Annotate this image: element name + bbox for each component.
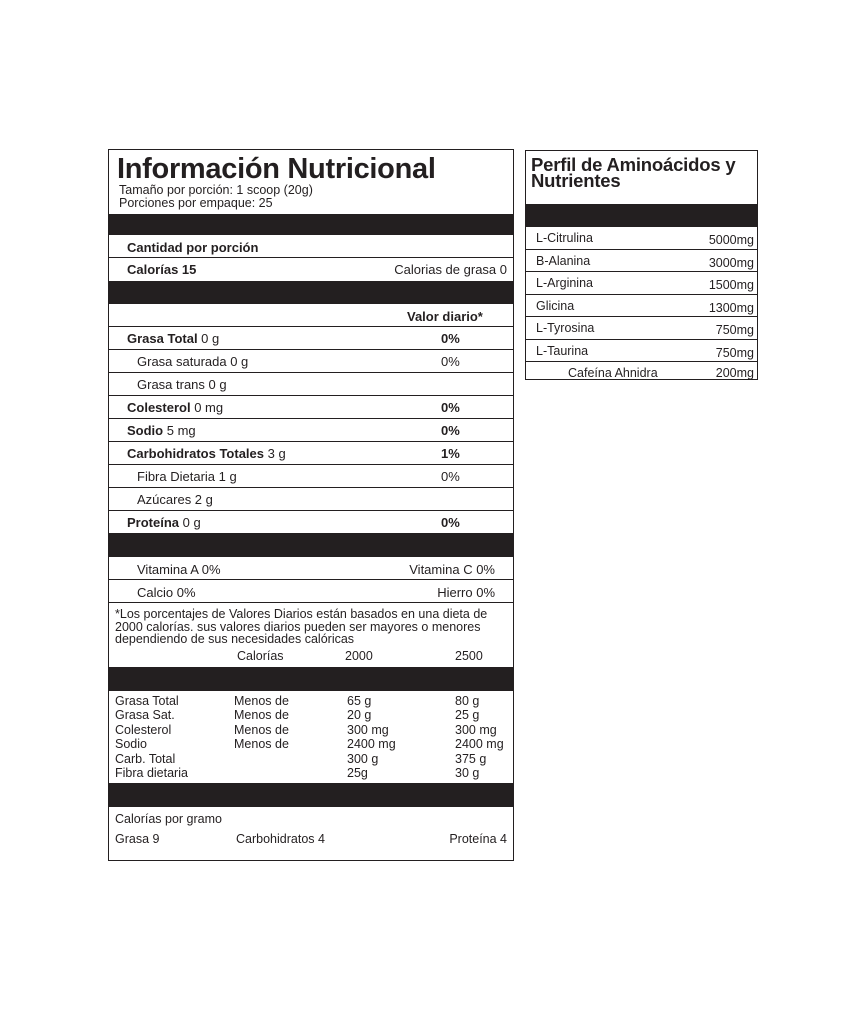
nutrient-name: Azúcares 2 g [137,492,213,507]
vitamin-left: Vitamina A 0% [137,562,221,577]
nutrient-amount: 3 g [264,446,286,461]
nutrient-row [109,350,513,373]
ref-header-calories: Calorías [237,648,284,663]
ref-cell-nutrient: Grasa Total [115,693,179,708]
servings-per-container: Porciones por empaque: 25 [119,196,273,210]
nutrient-label [127,400,223,415]
ref-cell-qual: Menos de [234,737,289,751]
ref-header-2000: 2000 [345,648,373,663]
nutrient-label [127,515,201,530]
amino-value: 3000mg [708,255,754,270]
divider-bar [109,534,513,557]
nutrient-name: Sodio [127,423,164,438]
ref-cell-v2500: 30 g [455,766,480,780]
nutrient-name: Grasa saturada 0 g [137,354,249,369]
nutrient-label [137,469,237,484]
amino-title: Perfil de Aminoácidos y Nutrientes [531,154,736,191]
nutrient-amount: 0 mg [190,400,224,415]
nutrient-label [137,492,213,507]
nutrient-name: Colesterol [127,400,191,415]
nutrient-amount: 0 g [179,515,201,530]
amino-name: Cafeína Ahnidra [568,366,658,380]
amino-value: 750mg [715,323,754,337]
amino-profile-panel [525,150,758,380]
amino-name: L-Arginina [536,276,593,290]
amino-row [526,295,757,318]
nutrient-name: Fibra Dietaria 1 g [137,469,237,484]
ref-cell-v2500: 25 g [455,708,480,722]
nutrient-row [109,488,513,511]
nutrient-name: Grasa trans 0 g [137,377,227,392]
vitamin-left: Calcio 0% [137,585,196,600]
ref-cell-v2000: 20 g [347,708,372,722]
ref-cell-v2500: 80 g [455,693,480,708]
nutrient-daily-value: 0% [441,515,460,530]
nutrient-daily-value: 0% [441,331,460,346]
amino-row [526,340,757,363]
divider-bar [526,204,757,227]
ref-cell-nutrient: Carb. Total [115,751,176,766]
divider-bar [109,783,513,807]
nutrient-daily-value: 0% [441,469,460,484]
nutrient-daily-value: 0% [441,423,460,438]
amino-value: 1300mg [708,300,754,315]
nutrient-name: Grasa Total [127,331,198,346]
amino-row [526,250,757,273]
nutrient-label [127,446,286,461]
reference-table [109,691,513,783]
ref-cell-nutrient: Colesterol [115,722,172,737]
nutrient-label [137,354,248,369]
amino-row [526,317,757,340]
vitamin-row [109,557,513,580]
nutrient-row [109,396,513,419]
amino-value: 5000mg [708,233,754,247]
amino-name: Glicina [536,298,575,313]
ref-header-2500: 2500 [455,648,483,663]
ref-cell-nutrient: Sodio [115,737,147,751]
daily-value-header: Valor diario* [407,309,483,324]
calories-row [109,258,513,281]
nutrient-row [109,373,513,396]
divider-bar [109,281,513,304]
nutrient-row [109,442,513,465]
amino-value: 1500mg [708,278,754,292]
calories-per-gram-row [109,807,513,827]
amino-name: L-Tyrosina [536,321,595,335]
ref-cell-nutrient: Fibra dietaria [115,766,188,780]
nutrient-row [109,511,513,534]
nutrient-list [109,327,513,534]
per-gram-row [109,827,513,849]
vitamin-right: Hierro 0% [437,585,495,600]
daily-value-footnote: *Los porcentajes de Valores Diarios están basados en una dieta de 2000 calorías. sus valores diarios pueden ser mayores o menores dependiendo de sus necesidades calóricas [115,607,488,646]
nutrient-daily-value: 1% [441,446,460,461]
calories-label: Calorías 15 [127,262,197,277]
ref-cell-v2500: 375 g [455,751,487,766]
amount-per-serving: Cantidad por porción [127,240,259,255]
ref-cell-v2000: 2400 mg [347,737,396,751]
per-gram-protein: Proteína 4 [449,831,507,846]
ref-cell-nutrient: Grasa Sat. [115,708,175,722]
amount-per-serving-row [109,235,513,258]
per-gram-carbs: Carbohidratos 4 [236,831,325,846]
amino-row [526,272,757,295]
nutrition-title: Información Nutricional [117,153,436,185]
amino-row [526,227,757,250]
nutrient-label [127,423,196,438]
ref-cell-v2000: 25g [347,766,368,780]
serving-size: Tamaño por porción: 1 scoop (20g) [119,183,313,197]
vitamin-right: Vitamina C 0% [409,562,495,577]
nutrient-row [109,327,513,350]
nutrient-name: Carbohidratos Totales [127,446,265,461]
amino-name: L-Taurina [536,343,589,358]
ref-cell-qual: Menos de [234,693,289,708]
vitamin-list [109,557,513,603]
amino-row [526,362,757,385]
calories-per-gram-label: Calorías por gramo [115,811,222,826]
nutrient-amount: 5 mg [163,423,196,438]
vitamin-row [109,580,513,603]
ref-cell-qual: Menos de [234,722,289,737]
divider-bar [109,667,513,691]
nutrient-daily-value: 0% [441,354,460,369]
daily-value-header-row [109,304,513,327]
ref-cell-v2500: 300 mg [455,722,497,737]
nutrient-name: Proteína [127,515,180,530]
nutrient-row [109,419,513,442]
divider-bar [109,214,513,235]
amino-list [526,227,757,385]
ref-cell-v2000: 300 mg [347,722,389,737]
nutrient-row [109,465,513,488]
amino-name: B-Alanina [536,253,591,268]
reference-header [109,646,513,667]
ref-cell-qual: Menos de [234,708,289,722]
nutrient-label [127,331,219,346]
nutrient-daily-value: 0% [441,400,460,415]
ref-cell-v2000: 65 g [347,693,372,708]
amino-value: 750mg [715,345,754,360]
ref-cell-v2000: 300 g [347,751,379,766]
nutrition-facts-panel [108,149,514,861]
amino-name: L-Citrulina [536,231,593,245]
per-gram-fat: Grasa 9 [115,831,160,846]
calories-from-fat: Calorias de grasa 0 [394,262,507,277]
ref-cell-v2500: 2400 mg [455,737,504,751]
nutrient-label [137,377,227,392]
amino-value: 200mg [715,366,754,380]
nutrient-amount: 0 g [197,331,220,346]
